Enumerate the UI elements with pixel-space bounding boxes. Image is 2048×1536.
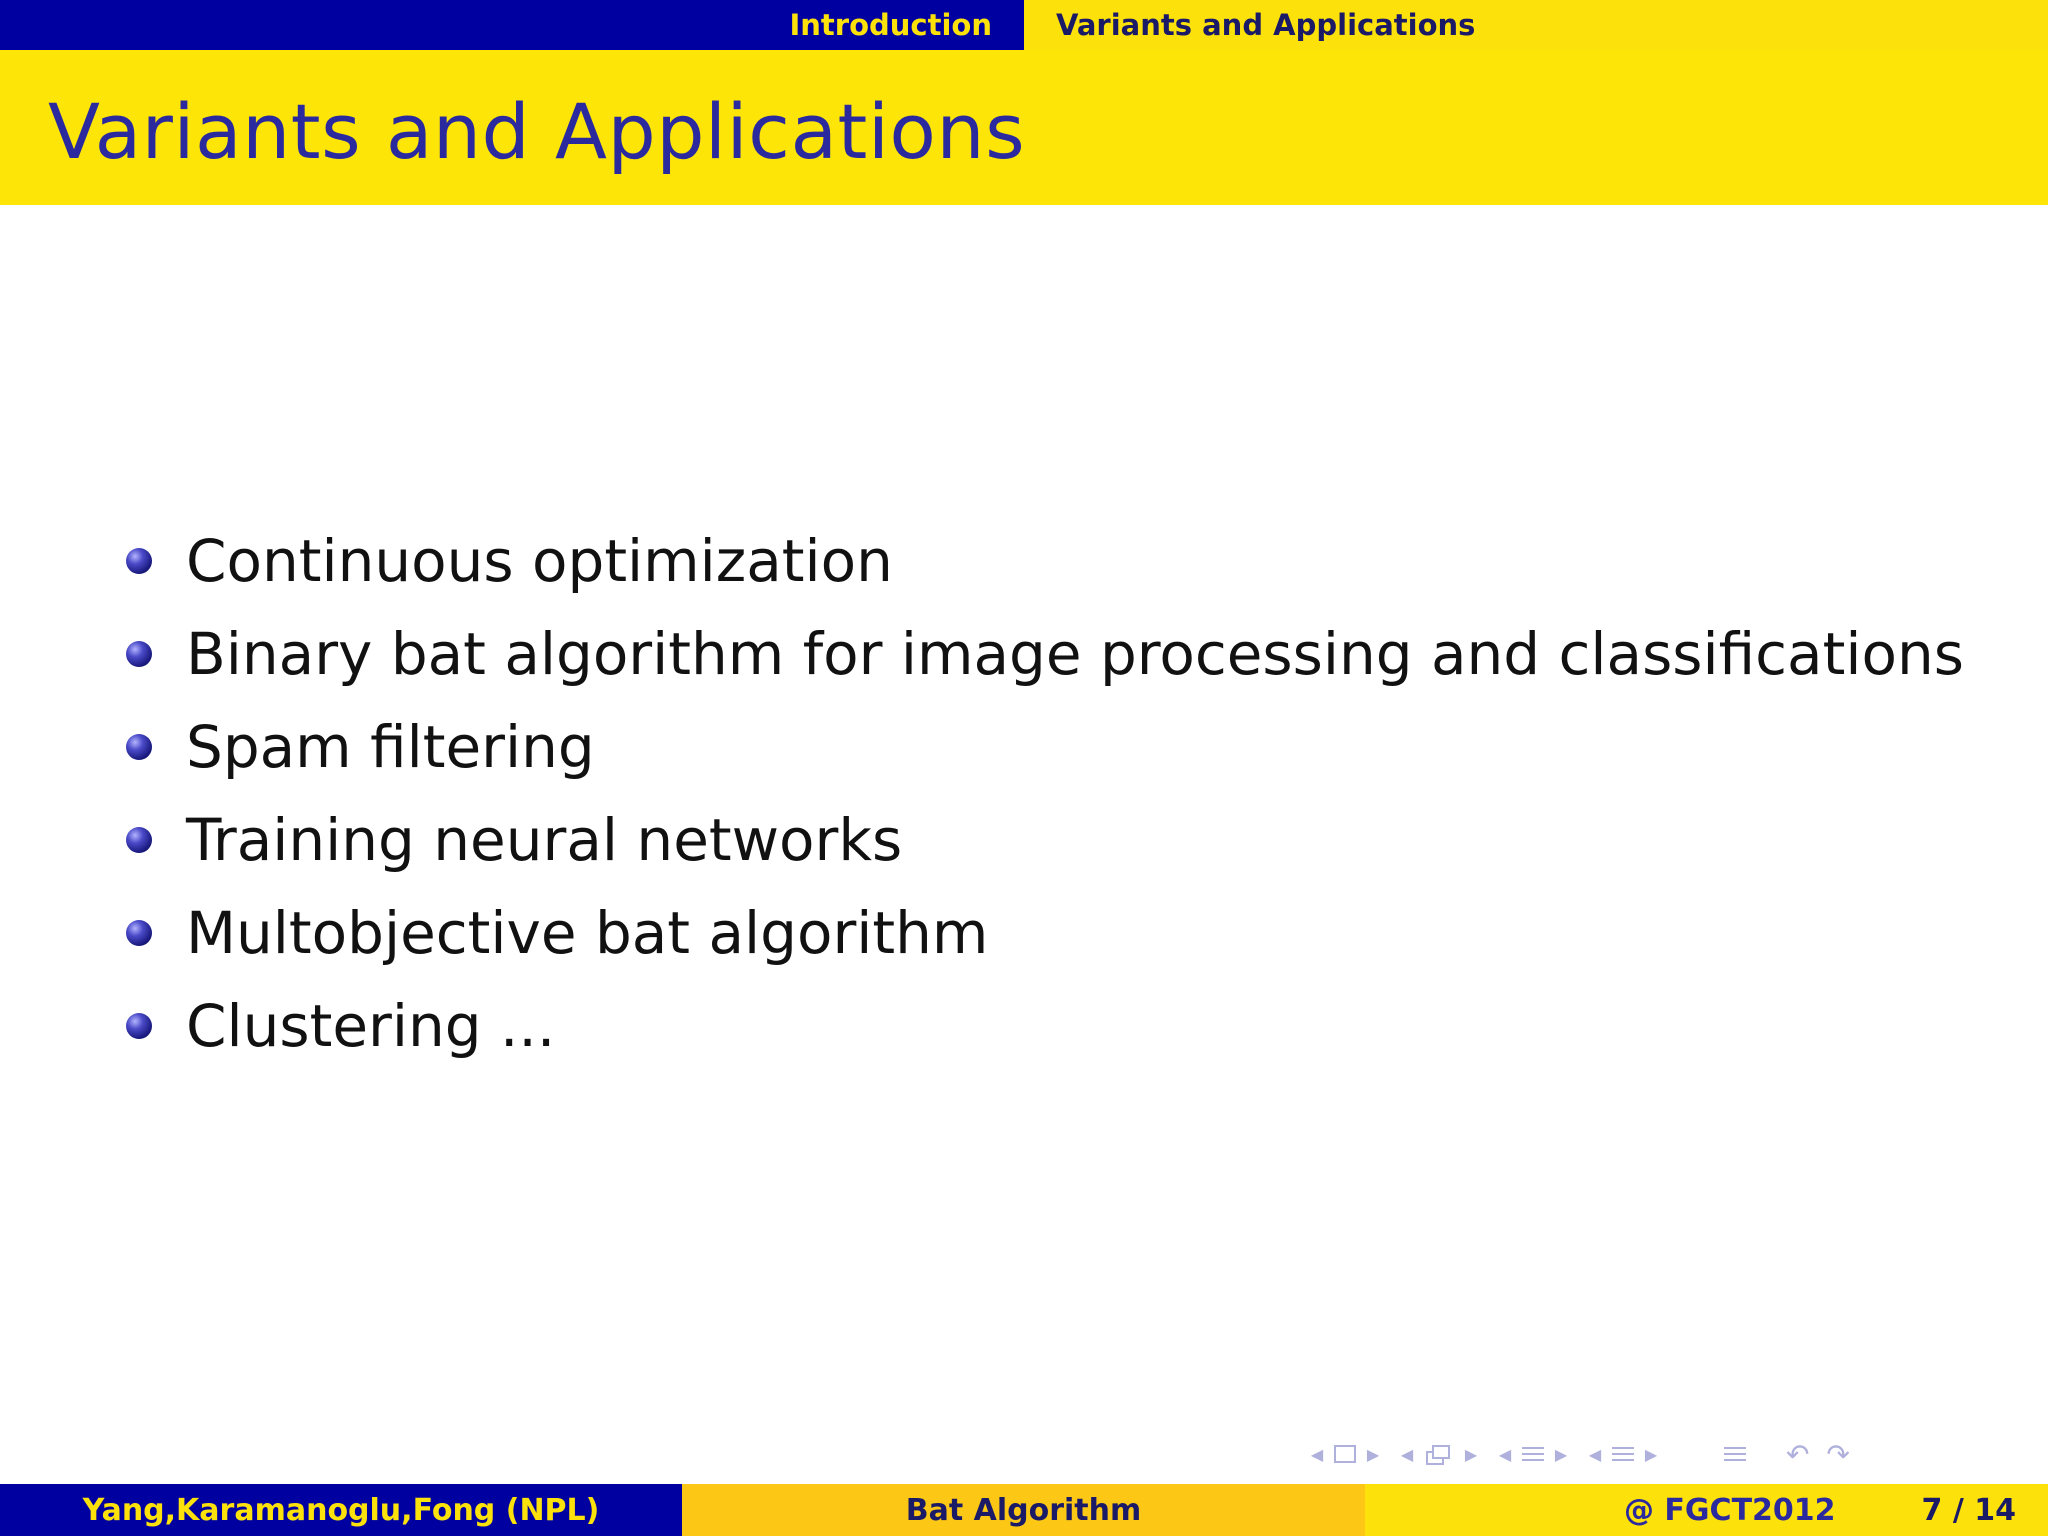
navigation-symbols (1310, 1434, 1890, 1474)
bullet-text: Spam filtering (186, 713, 595, 781)
footer-authors: Yang,Karamanoglu,Fong (NPL) (0, 1484, 682, 1536)
bullet-ball-icon (126, 1013, 152, 1039)
list-item (122, 892, 1982, 985)
next-subsection-arrow-icon[interactable]: ▶ (1554, 1444, 1568, 1464)
bullet-text: Multobjective bat algorithm (186, 899, 989, 967)
bullet-list (122, 520, 1982, 1078)
bullet-ball-icon (126, 734, 152, 760)
list-item (122, 985, 1982, 1078)
page-number: 7 / 14 (1921, 1492, 2016, 1528)
undo-search-redo-icon[interactable]: ↶ ↷ (1786, 1437, 1854, 1471)
appendix-icon[interactable] (1724, 1444, 1746, 1464)
prev-section-arrow-icon[interactable]: ◀ (1588, 1444, 1602, 1464)
footer-right (1365, 1484, 2048, 1536)
prev-subsection-arrow-icon[interactable]: ◀ (1498, 1444, 1512, 1464)
footer-talk-title: Bat Algorithm (682, 1484, 1365, 1536)
section-navigation-bar (0, 0, 2048, 50)
bullet-text: Continuous optimization (186, 527, 893, 595)
bullet-ball-icon (126, 548, 152, 574)
bullet-ball-icon (126, 641, 152, 667)
footer-copyright: @ FGCT2012 (1623, 1492, 1836, 1528)
bullet-ball-icon (126, 827, 152, 853)
slide-icon[interactable] (1334, 1445, 1356, 1463)
section-nav-left (0, 0, 1024, 50)
slide-content (122, 520, 1982, 1078)
next-section-arrow-icon[interactable]: ▶ (1644, 1444, 1658, 1464)
frame-icon[interactable] (1424, 1443, 1454, 1465)
bullet-ball-icon (126, 920, 152, 946)
bullet-text: Clustering ... (186, 992, 556, 1060)
section-icon[interactable] (1612, 1444, 1634, 1464)
list-item (122, 799, 1982, 892)
next-frame-arrow-icon[interactable]: ▶ (1464, 1444, 1478, 1464)
next-slide-arrow-icon[interactable]: ▶ (1366, 1444, 1380, 1464)
list-item (122, 706, 1982, 799)
section-nav-right (1024, 0, 2048, 50)
slide-title: Variants and Applications (48, 87, 1026, 176)
prev-frame-arrow-icon[interactable]: ◀ (1400, 1444, 1414, 1464)
prev-slide-arrow-icon[interactable]: ◀ (1310, 1444, 1324, 1464)
bullet-text: Training neural networks (186, 806, 903, 874)
subsection-icon[interactable] (1522, 1444, 1544, 1464)
section-link-introduction[interactable]: Introduction (789, 8, 992, 42)
slide-footer (0, 1484, 2048, 1536)
section-link-variants-and-applications[interactable]: Variants and Applications (1056, 8, 1476, 42)
list-item (122, 520, 1982, 613)
list-item (122, 613, 1982, 706)
frame-title-band (0, 50, 2048, 205)
bullet-text: Binary bat algorithm for image processing and classifications (186, 620, 1964, 688)
